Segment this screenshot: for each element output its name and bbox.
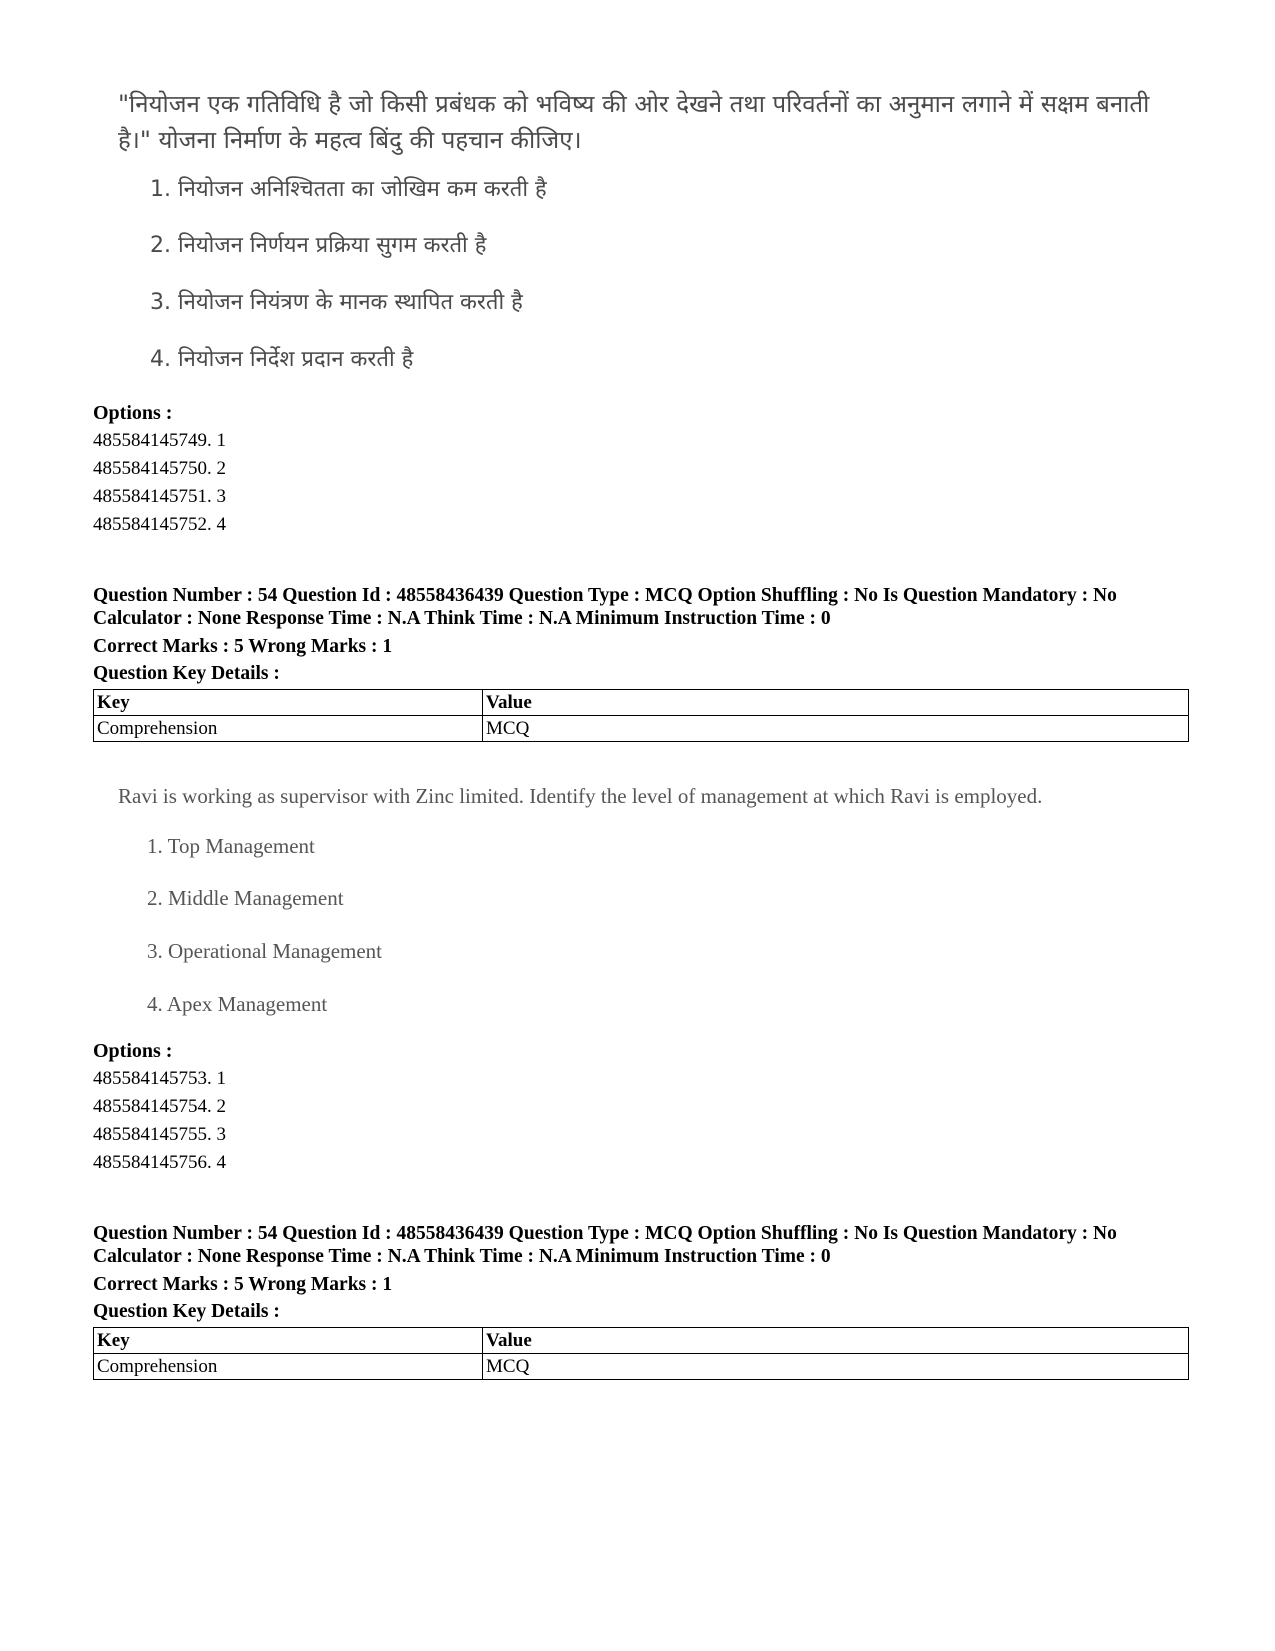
- marks-line: Correct Marks : 5 Wrong Marks : 1: [93, 636, 393, 657]
- key-details-table: [93, 689, 1189, 742]
- question-text-english: Ravi is working as supervisor with Zinc limited. Identify the level of management at which Ravi is employed.: [118, 784, 1043, 808]
- option-line: 485584145751. 3: [93, 486, 226, 507]
- option-line: 485584145749. 1: [93, 430, 226, 451]
- choice-2-hindi: 2. नियोजन निर्णयन प्रक्रिया सुगम करती है: [150, 233, 487, 258]
- option-line: 485584145754. 2: [93, 1096, 226, 1117]
- key-details-table: [93, 1327, 1189, 1380]
- option-line: 485584145755. 3: [93, 1124, 226, 1145]
- option-line: 485584145750. 2: [93, 458, 226, 479]
- choice-4-hindi: 4. नियोजन निर्देश प्रदान करती है: [150, 347, 414, 372]
- table-header-row: [94, 690, 1189, 716]
- table-cell-key: Comprehension: [94, 716, 483, 742]
- choice-1-hindi: 1. नियोजन अनिश्चितता का जोखिम कम करती है: [150, 177, 547, 202]
- table-cell-value: MCQ: [483, 1354, 1189, 1380]
- question-meta: Question Number : 54 Question Id : 48558436439 Question Type : MCQ Option Shuffling : No Is Question Mandatory : No Calculator : None Response Time : N.A Think Time : N.A Minimum Instruction Time : 0: [93, 585, 1117, 629]
- table-header-value: Value: [483, 1328, 1189, 1354]
- choice-3-english: 3. Operational Management: [147, 939, 382, 963]
- table-header-key: Key: [94, 1328, 483, 1354]
- table-cell-key: Comprehension: [94, 1354, 483, 1380]
- option-line: 485584145756. 4: [93, 1152, 226, 1173]
- table-header-key: Key: [94, 690, 483, 716]
- key-details-heading: Question Key Details :: [93, 1301, 280, 1322]
- option-line: 485584145752. 4: [93, 514, 226, 535]
- table-header-row: [94, 1328, 1189, 1354]
- table-header-value: Value: [483, 690, 1189, 716]
- table-row: [94, 716, 1189, 742]
- options-heading: Options :: [93, 1040, 173, 1062]
- choice-4-english: 4. Apex Management: [147, 992, 328, 1016]
- table-row: [94, 1354, 1189, 1380]
- choice-2-english: 2. Middle Management: [147, 886, 344, 910]
- key-details-heading: Question Key Details :: [93, 663, 280, 684]
- marks-line: Correct Marks : 5 Wrong Marks : 1: [93, 1274, 393, 1295]
- choice-3-hindi: 3. नियोजन नियंत्रण के मानक स्थापित करती है: [150, 290, 523, 315]
- question-text-hindi: "नियोजन एक गतिविधि है जो किसी प्रबंधक को भविष्य की ओर देखने तथा परिवर्तनों का अनुमान लगाने में सक्षम बनाती है।" योजना निर्माण के महत्व बिंदु की पहचान कीजिए।: [118, 90, 1150, 154]
- table-cell-value: MCQ: [483, 716, 1189, 742]
- options-heading: Options :: [93, 402, 173, 424]
- option-line: 485584145753. 1: [93, 1068, 226, 1089]
- question-meta: Question Number : 54 Question Id : 48558436439 Question Type : MCQ Option Shuffling : No Is Question Mandatory : No Calculator : None Response Time : N.A Think Time : N.A Minimum Instruction Time : 0: [93, 1223, 1117, 1267]
- choice-1-english: 1. Top Management: [147, 834, 315, 858]
